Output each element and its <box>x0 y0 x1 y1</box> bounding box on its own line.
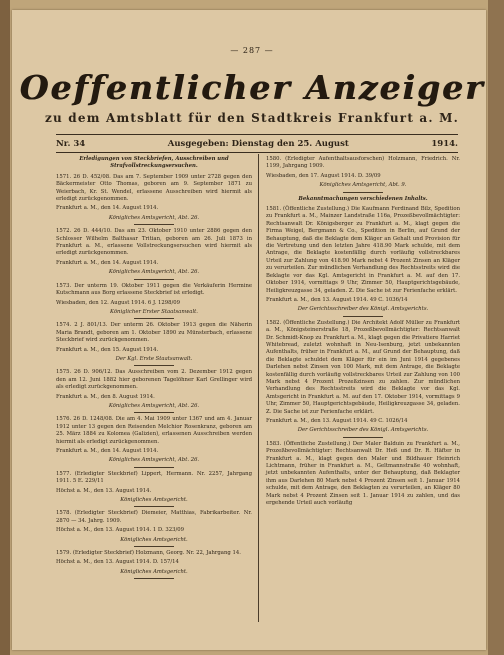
right-top-entries <box>266 156 460 193</box>
notice-signature: Der Gerichtsschreiber des Königl. Amtsgerichts. <box>297 306 429 313</box>
notice-entry <box>266 441 460 508</box>
notice-text: 1576. 26 D. 1248/08. Die am 4. Mai 1909 unter 1367 und am 4. Januar 1912 unter 13 gegen den Reisenden Melchior Rosenkranz, geboren am 25. März 1884 zu Kolomea (Galizien), erlassenen Ausschreiben werden hiermit als erledigt zurückgenommen. <box>56 416 252 445</box>
notice-signature: Königliches Amtsgericht, Abt. 26. <box>108 214 200 221</box>
column-divider <box>258 154 259 622</box>
page-title: Oeffentlicher Anzeiger <box>19 68 485 107</box>
notice-text: 1577. (Erledigter Steckbrief) Lippert, Hermann. Nr. 2257, Jahrgang 1911. 5 E. 229/11 <box>56 470 252 485</box>
notice-text: 1581. (Öffentliche Zustellung.) Die Kaufmann Ferdinand Bilz, Spedition zu Frankfurt a. M., Mainzer Landstraße 116a, Prozeßbevollmächtigter: Rechtsanwalt Dr. Königsberger zu Frankfurt a. M., klagt gegen die Firma Weigel, Bergmann & Co., Spedition in Berlin, auf Grund der Behauptung, daß die Beklagte dem Kläger an Gehalt und Provision für die Vertretung und den letzten Jahre 418.90 Mark schulde, mit dem Antrage, die Beklagte kostenfällig durch vorläufig vollstreckbares Urteil zur Zahlung von 418.90 Mark nebst 4 Prozent Zinsen an Kläger zu verurteilen. Zur mündlichen Verhandlung des Rechtsstreits wird die Beklagte vor das Kgl. Amtsgericht in Frankfurt a. M. auf den 17. Oktober 1914, vormittags 9 Uhr, Zimmer 50, Hauptgerichtsgebäude, Heiligkreuzgasse 34, geladen. Z. Die Sache ist zur Ferienfache erklärt. <box>266 206 460 294</box>
notice-text: 1582. (Öffentliche Zustellung.) Die Architekt Adolf Müller zu Frankfurt a. M., Königsteinerstraße 18, Prozeßbevollmächtigter: Rechtsanwalt Dr. Schmidt-Knop zu Frankfurt a. M., klagt gegen die Privatiere Harriet Whitebread, zuletzt wohnhaft in Neu-Isenburg, jetzt unbekannten Aufenthalts, früher in Frankfurt a. M., auf Grund der Behauptung, daß die Beklagte schuldet dem Kläger für ein im Juni 1914 gegebenes Darlehen nebst Zinsen von 100 Mark, mit dem Antrage, die Beklagte kostenfällig durch vorläufig vollstreckbares Urteil zur Zahlung von 100 Mark nebst 4 Prozent Prozeßzinsen zu zahlen. Zur mündlichen Verhandlung des Rechtsstreits wird die Beklagte vor das Kgl. Amtsgericht in Frankfurt a. M. auf den 17. Oktober 1914, vormittags 9 Uhr, Zimmer 50, Hauptgerichtsgebäude, Heiligkreuzgasse 34, geladen. Z. Die Sache ist zur Ferienfache erklärt. <box>266 319 460 415</box>
notice-entry <box>56 228 252 279</box>
issue-line <box>56 139 458 149</box>
entry-separator <box>134 279 174 280</box>
entry-separator <box>134 467 174 468</box>
entry-separator <box>134 365 174 366</box>
notice-entry <box>56 416 252 467</box>
notice-entry <box>56 283 252 320</box>
notice-signature: Königliches Amtsgericht, Abt. 26. <box>108 402 200 409</box>
notice-text: 1579. (Erledigter Steckbrief) Holzmann, Georg. Nr. 22, Jahrgang 14. <box>56 550 241 557</box>
entry-separator <box>134 546 174 547</box>
entry-separator <box>134 412 174 413</box>
notice-signature: Königliches Amtsgericht, Abt. 9. <box>319 182 407 189</box>
right-column <box>266 156 460 509</box>
entry-separator <box>343 316 383 317</box>
entry-separator <box>134 578 174 579</box>
notice-signature: Königliches Amtsgericht. <box>120 497 188 504</box>
notice-entry <box>56 550 252 579</box>
notice-entry <box>56 369 252 413</box>
right-column-heading: Bekanntmachungen verschiedenen Inhalts. <box>298 195 428 202</box>
notice-text: 1574. 2 J. 801/13. Der unterm 26. Oktober 1913 gegen die Näherin Maria Brandt, geboren am 1. Oktober 1890 zu Münsterbach, erlassene Steckbrief wird zurückgenommen. <box>56 322 252 344</box>
notice-entry <box>56 510 252 547</box>
notice-place-date: Höchst a. M., den 13. August 1914. <box>56 487 152 494</box>
notice-signature: Königliches Amtsgericht, Abt. 26. <box>108 457 200 464</box>
notice-place-date: Höchst a. M., den 13. August 1914. 1 D. 323/09 <box>56 527 184 534</box>
notice-entry <box>266 320 460 438</box>
notice-text: 1573. Der unterm 19. Oktober 1911 gegen die Verkäuferin Hermine Kutschmann aus Borg erlassene Steckbrief ist erledigt. <box>56 282 252 297</box>
entry-separator <box>343 437 383 438</box>
notice-text: 1583. (Öffentliche Zustellung.) Der Maler Balduin zu Frankfurt a. M., Prozeßbevollmächtigter: Rechtsanwalt Dr. Heß und Dr. R. Häfter in Frankfurt a. M., klagt gegen den Maler und Bildhauer Heinrich Lichtmann, früher in Frankfurt a. M., Geltmannstraße 40 wohnhaft, jetzt unbekannten Aufenthalts, unter der Behauptung, daß Beklagter ihm aus Darlehen 80 Mark nebst 4 Prozent Zinsen seit 1. Januar 1914 schulde, mit dem Antrage, den Beklagten zu verurteilen, an Kläger 80 Mark nebst 4 Prozent Zinsen seit 1. Januar 1914 zu zahlen, und das ergehende Urteil auch vorläufig <box>266 440 460 507</box>
issue-date: Ausgegeben: Dienstag den 25. August <box>167 139 349 149</box>
notice-place-date: Frankfurt a. M., den 14. August 1914. <box>56 205 159 212</box>
notice-entry <box>56 471 252 508</box>
right-entries <box>266 206 460 507</box>
notice-place-date: Wiesbaden, den 12. August 1914. 6 J. 1298/09 <box>56 299 181 306</box>
left-column-heading: Erledigungen von Steckbriefen, Ausschreiben und Strafvollstreckungsersuchen. <box>79 156 229 170</box>
notice-entry <box>56 174 252 225</box>
issue-number: Nr. 34 <box>56 139 86 149</box>
notice-place-date: Frankfurt a. M., den 14. August 1914. <box>56 259 159 266</box>
notice-text: 1571. 26 D. 452/08. Das am 7. September 1909 unter 2728 gegen den Bäckermeister Otto Thomas, geboren am 9. September 1871 zu Weierbach, Kr. St. Wendel, erlassene Ausschreiben wird hiermit als erledigt zurückgenommen. <box>56 173 252 203</box>
notice-entry <box>266 206 460 317</box>
notice-place-date: Frankfurt a. M., den 14. August 1914. <box>56 448 159 454</box>
notice-signature: Der Kgl. Erste Staatsanwalt. <box>115 355 193 362</box>
notice-place-date: Höchst a. M., den 13. August 1914. D. 157/14 <box>56 559 179 566</box>
entry-separator <box>134 224 174 225</box>
entry-separator <box>134 318 174 319</box>
notice-signature: Königliches Amtsgericht. <box>120 536 188 543</box>
notice-text: 1578. (Erledigter Steckbrief) Diemeier, Matthias, Fabrikarbeiter. Nr. 2870 — 34. Jahrg. 1909. <box>56 510 252 524</box>
header-rule-top <box>56 134 458 135</box>
notice-text: 1580. (Erledigter Aufenthaltsausforschen) Holzmann, Friedrich. Nr. 1199, Jahrgang 1909. <box>266 156 460 170</box>
page-subtitle: zu dem Amtsblatt für den Stadtkreis Frankfurt a. M. <box>44 111 460 125</box>
left-entries <box>56 174 252 579</box>
notice-place-date: Wiesbaden, den 17. August 1914. D. 39/09 <box>266 172 381 179</box>
notice-place-date: Frankfurt a. M., den 8. August 1914. <box>56 393 155 400</box>
issue-year: 1914. <box>431 139 458 149</box>
header-rule-bottom <box>56 152 458 153</box>
notice-entry <box>266 156 460 193</box>
notice-entry <box>56 322 252 366</box>
entry-separator <box>343 192 383 193</box>
notice-place-date: Frankfurt a. M., den 15. August 1914. <box>56 346 159 353</box>
entry-separator <box>134 506 174 507</box>
notice-signature: Königliches Amtsgericht. <box>120 568 188 575</box>
notice-signature: Der Gerichtsschreiber des Königl. Amtsgerichts. <box>297 427 429 434</box>
notice-signature: Königlicher Erster Staatsanwalt. <box>110 308 198 315</box>
page-number: — 287 — <box>230 46 274 55</box>
notice-place-date: Frankfurt a. M., den 13. August 1914. 49 C. 1026/14 <box>266 418 408 424</box>
notice-signature: Königliches Amtsgericht, Abt. 26. <box>108 269 200 276</box>
notice-text: 1572. 26 D. 444/10. Das am 23. Oktober 1910 unter 2886 gegen den Schlosser Wilhelm Balthasar Tritian, geboren am 26. Juli 1873 in Frankfurt a. M., erlassene Vollstreckungsersuchen wird hiermit als erledigt zurückgenommen. <box>56 228 252 257</box>
left-column <box>56 156 252 582</box>
notice-place-date: Frankfurt a. M., den 13. August 1914. 49 C. 1036/14 <box>266 296 408 303</box>
notice-text: 1575. 26 D. 906/12. Das Ausschreiben vom 2. Dezember 1912 gegen den am 12. Juni 1882 hier geborenen Tagelöhner Karl Grellinger wird als erledigt zurückgenommen. <box>56 369 252 391</box>
